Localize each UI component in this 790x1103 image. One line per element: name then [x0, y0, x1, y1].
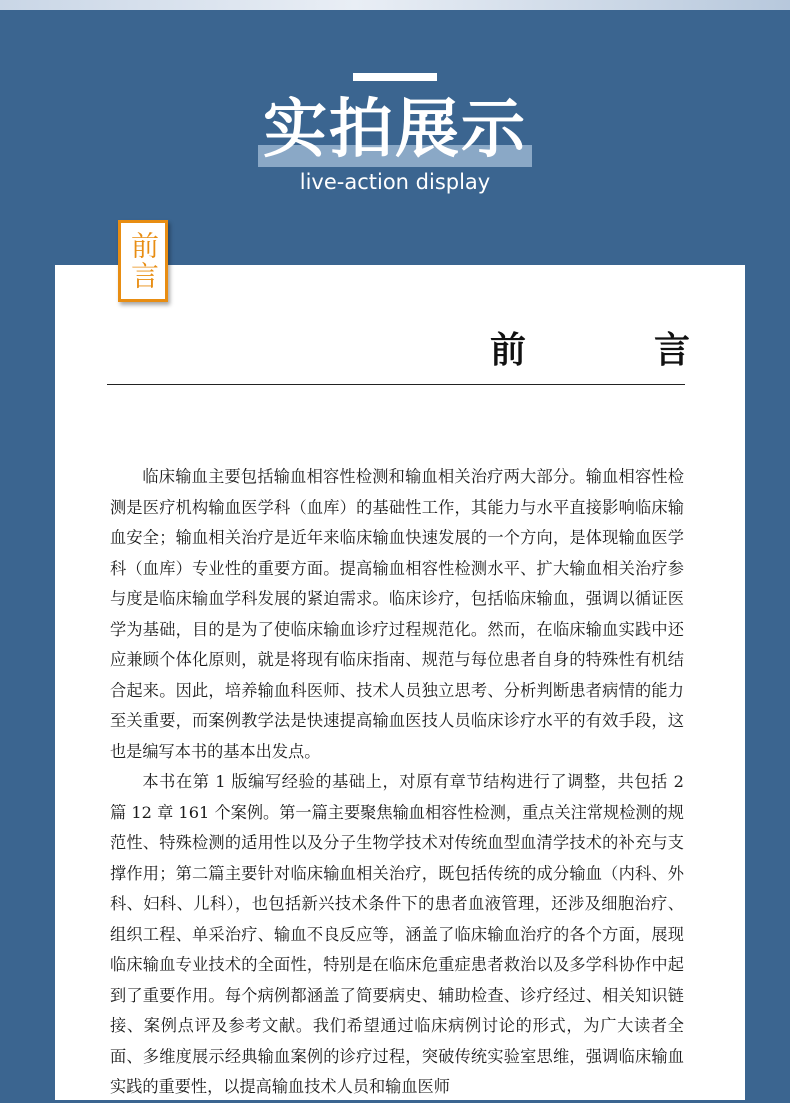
heading-divider [107, 384, 685, 385]
paragraph: 临床输血主要包括输血相容性检测和输血相关治疗两大部分。输血相容性检测是医疗机构输血医学科（血库）的基础性工作，其能力与水平直接影响临床输血安全；输血相关治疗是近年来临床输血快速发展的一个方向，是体现输血医学科（血库）专业性的重要方面。提高输血相容性检测水平、扩大输血相关治疗参与度是临床输血学科发展的紧迫需求。临床诊疗，包括临床输血，强调以循证医学为基础，目的是为了使临床输血诊疗过程规范化。然而，在临床输血实践中还应兼顾个体化原则，就是将现有临床指南、规范与每位患者自身的特殊性有机结合起来。因此，培养输血科医师、技术人员独立思考、分析判断患者病情的能力至关重要，而案例教学法是快速提高输血医技人员临床诊疗水平的有效手段，这也是编写本书的基本出发点。 [110, 467, 684, 761]
section-tag [118, 220, 168, 302]
banner-subtitle: live-action display [299, 170, 491, 194]
title-accent-bar [353, 73, 437, 81]
paragraph: 本书在第 1 版编写经验的基础上，对原有章节结构进行了调整，共包括 2 篇 12 章 161 个案例。第一篇主要聚焦输血相容性检测，重点关注常规检测的规范性、特殊检测的适用性以及分子生物学技术对传统血型血清学技术的补充与支撑作用；第二篇主要针对临床输血相关治疗，既包括传统的成分输血（内科、外科、妇科、儿科），也包括新兴技术条件下的患者血液管理，还涉及细胞治疗、组织工程、单采治疗、输血不良反应等，涵盖了临床输血治疗的各个方面，展现临床输血专业技术的全面性，特别是在临床危重症患者救治以及多学科协作中起到了重要作用。每个病例都涵盖了简要病史、辅助检查、诊疗经过、相关知识链接、案例点评及参考文献。我们希望通过临床病例讨论的形式，为广大读者全面、多维度展示经典输血案例的诊疗过程，突破传统实验室思维，强调临床输血实践的重要性，以提高输血技术人员和输血医师 [110, 772, 684, 1096]
banner-title: 实拍展示 [263, 93, 527, 167]
document-body [110, 462, 684, 1103]
top-decorative-strip [0, 0, 790, 10]
document-heading: 前 言 [490, 329, 690, 371]
section-tag-label: 前言 [127, 231, 160, 291]
